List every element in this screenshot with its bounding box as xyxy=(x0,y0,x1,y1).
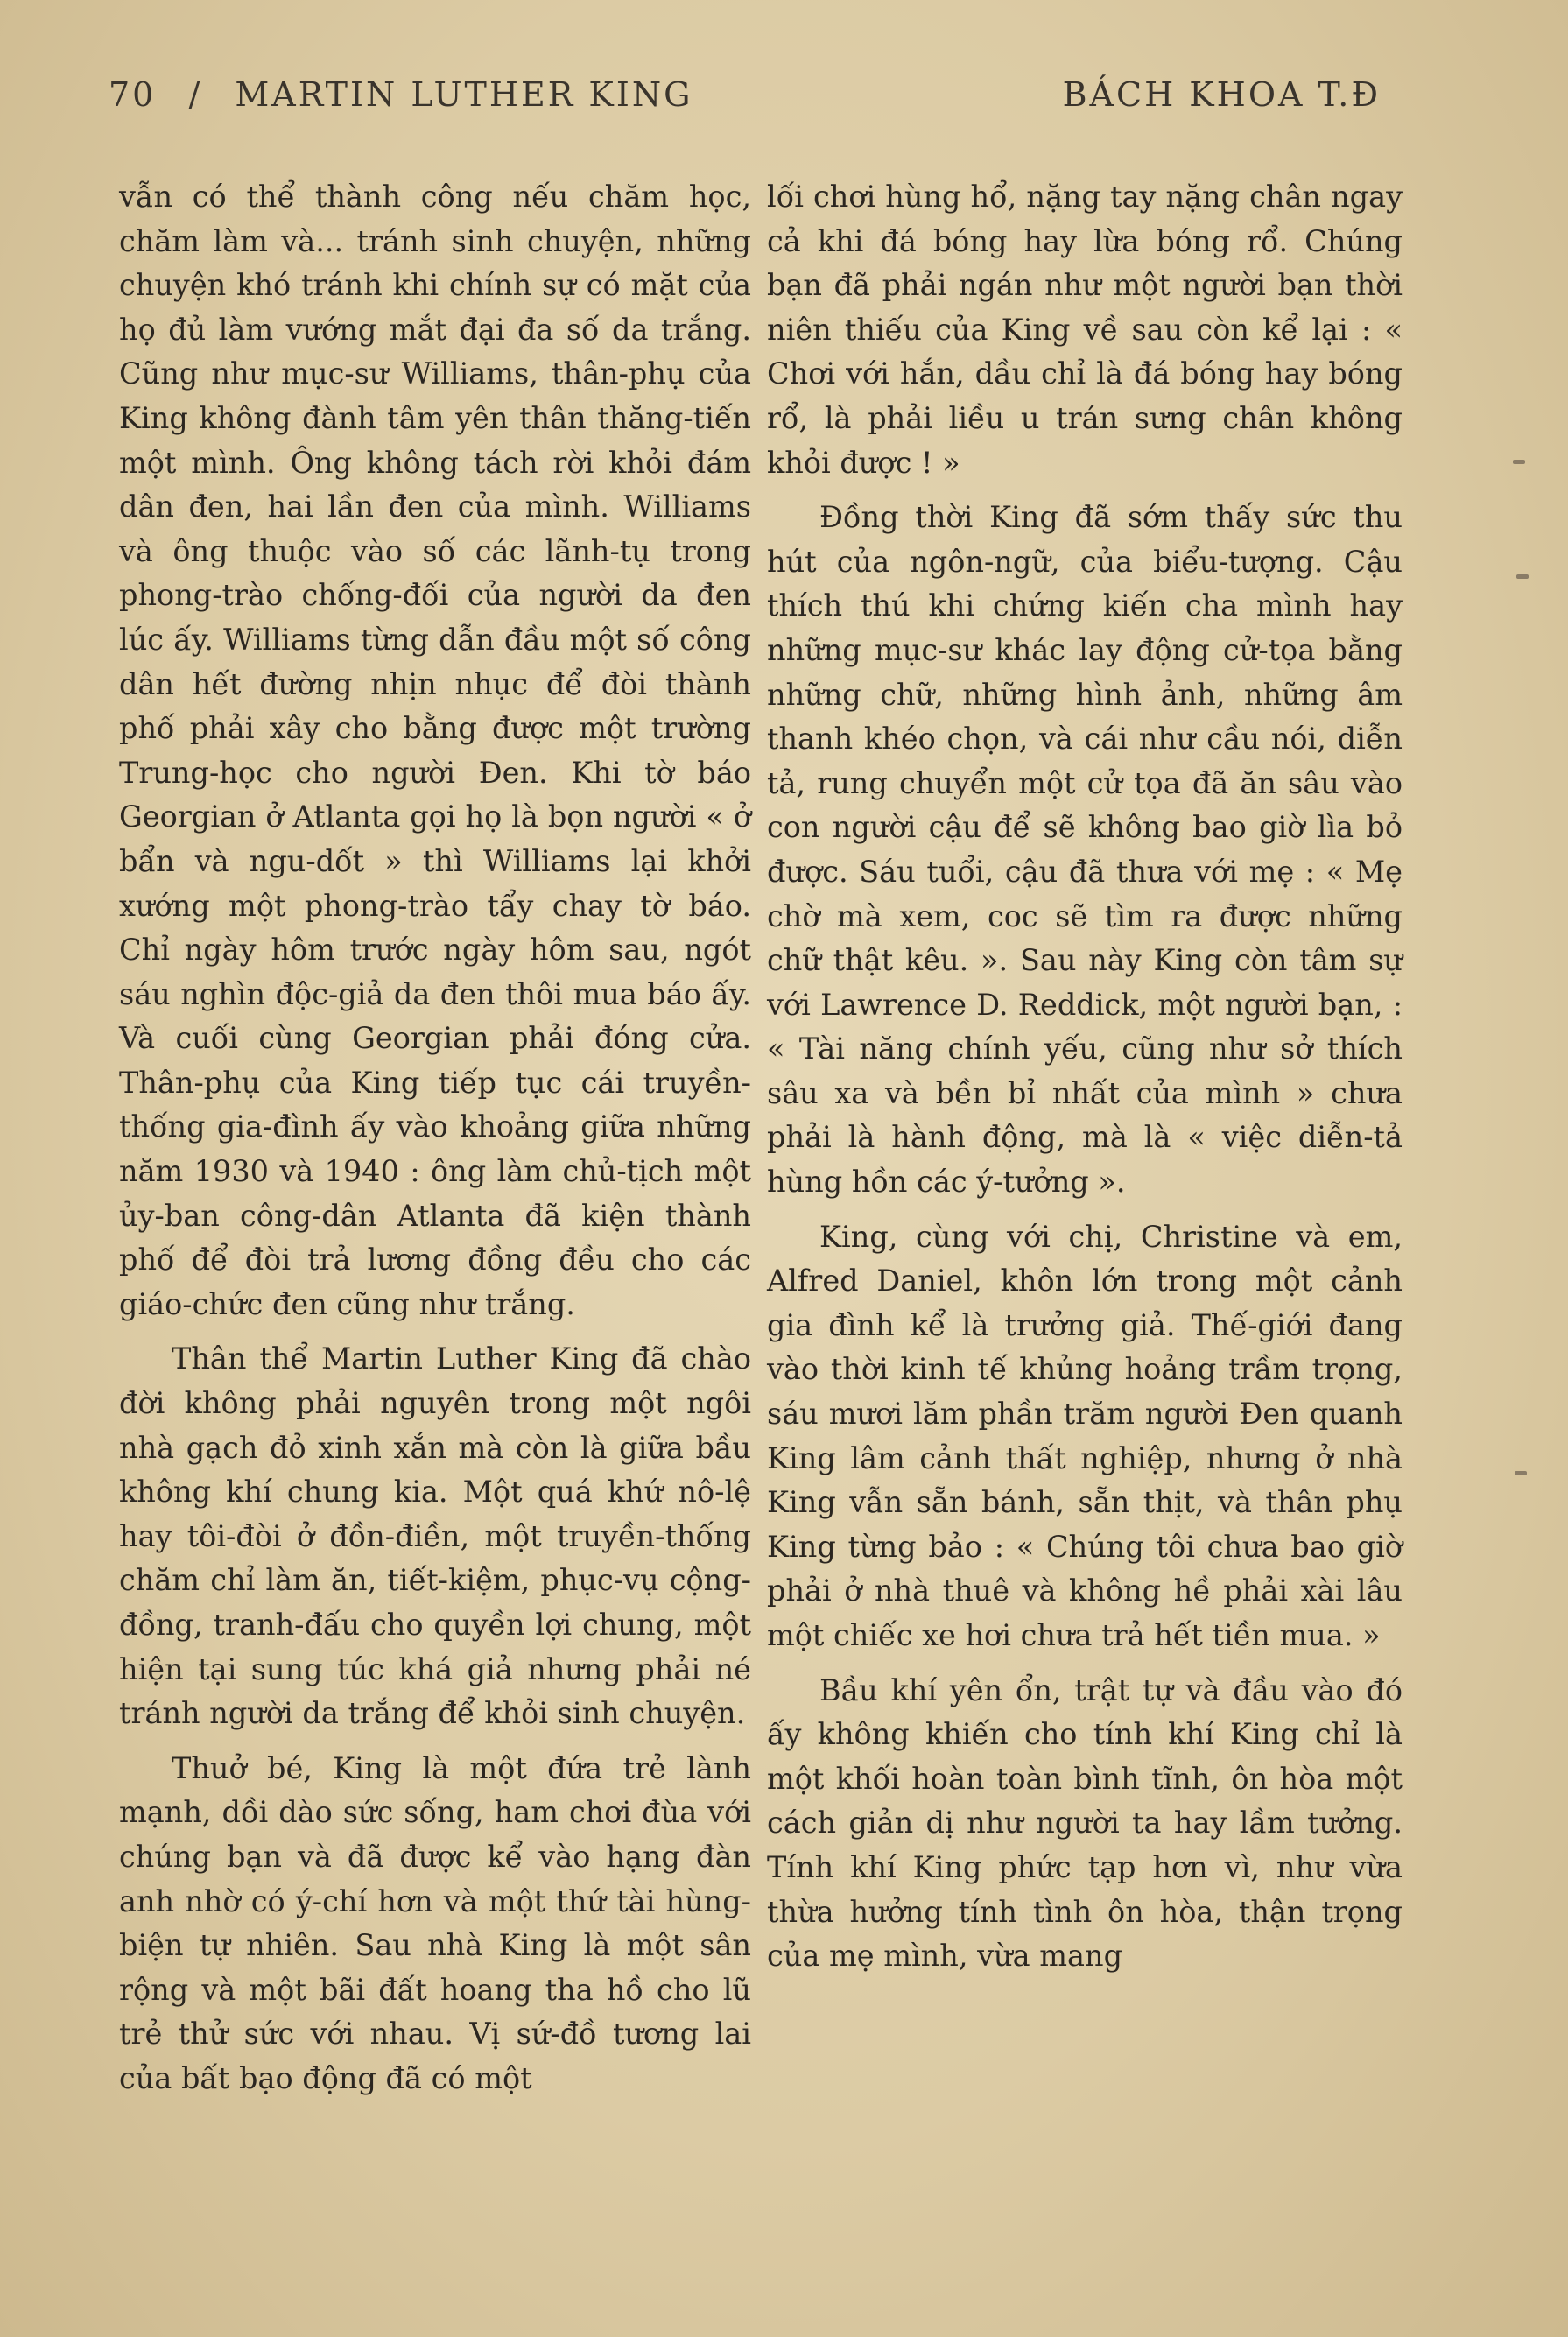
left-paragraph-2: Thân thể Martin Luther King đã chào đời không phải nguyên trong một ngôi nhà gạch đỏ xinh xắn mà còn là giữa bầu không khí chung kia. Một quá khứ nô-lệ hay tôi-đòi ở đồn-điền, một truyền-thống chăm chỉ làm ăn, tiết-kiệm, phục-vụ cộng-đồng, tranh-đấu cho quyền lợi chung, một hiện tại sung túc khá giả nhưng phải né tránh người da trắng để khỏi sinh chuyện. xyxy=(119,1341,751,1731)
right-paragraph-2: Đồng thời King đã sớm thấy sức thu hút của ngôn-ngữ, của biểu-tượng. Cậu thích thú khi chứng kiến cha mình hay những mục-sư khác lay động cử-tọa bằng những chữ, những hình ảnh, những âm thanh khéo chọn, và cái như cầu nói, diễn tả, rung chuyển một cử tọa đã ăn sâu vào con người cậu để sẽ không bao giờ lìa bỏ được. Sáu tuổi, cậu đã thưa với mẹ : « Mẹ chờ mà xem, coc sẽ tìm ra được những chữ thật kêu. ». Sau này King còn tâm sự với Lawrence D. Reddick, một người bạn, : « Tài năng chính yếu, cũng như sở thích sâu xa và bền bỉ nhất của mình » chưa phải là hành động, mà là « việc diễn-tả hùng hồn các ý-tưởng ». xyxy=(767,500,1403,1200)
running-title: MARTIN LUTHER KING xyxy=(235,75,693,114)
right-paragraph-3: King, cùng với chị, Christine và em, Alfred Daniel, khôn lớn trong một cảnh gia đình kể là trưởng giả. Thế-giới đang vào thời kinh tế khủng hoảng trầm trọng, sáu mươi lăm phần trăm người Đen quanh King lâm cảnh thất nghiệp, nhưng ở nhà King vẫn sẵn bánh, sẵn thịt, và thân phụ King từng bảo : « Chúng tôi chưa bao giờ phải ở nhà thuê và không hề phải xài lâu một chiếc xe hơi chưa trả hết tiền mua. » xyxy=(767,1219,1403,1652)
publisher-label: BÁCH KHOA T.Đ xyxy=(1062,75,1381,114)
header-left xyxy=(109,75,712,114)
left-paragraph-1: vẫn có thể thành công nếu chăm học, chăm làm và... tránh sinh chuyện, những chuyện khó tránh khi chính sự có mặt của họ đủ làm vướng mắt đại đa số da trắng. Cũng như mục-sư Williams, thân-phụ của King không đành tâm yên thân thăng-tiến một mình. Ông không tách rời khỏi đám dân đen, hai lần đen của mình. Williams và ông thuộc vào số các lãnh-tụ trong phong-trào chống-đối của người da đen lúc ấy. Williams từng dẫn đầu một số công dân hết đường nhịn nhục để đòi thành phố phải xây cho bằng được một trường Trung-học cho người Đen. Khi tờ báo Georgian ở Atlanta gọi họ là bọn người « ở bẩn và ngu-dốt » thì Williams lại khởi xướng một phong-trào tẩy chay tờ báo. Chỉ ngày hôm trước ngày hôm sau, ngót sáu nghìn độc-giả da đen thôi mua báo ấy. Và cuối cùng Georgian phải đóng cửa. Thân-phụ của King tiếp tục cái truyền-thống gia-đình ấy vào khoảng giữa những năm 1930 và 1940 : ông làm chủ-tịch một ủy-ban công-dân Atlanta đã kiện thành phố để đòi trả lương đồng đều cho các giáo-chức đen cũng như trắng. xyxy=(119,179,751,1321)
left-paragraph-3: Thuở bé, King là một đứa trẻ lành mạnh, dồi dào sức sống, ham chơi đùa với chúng bạn và đã được kể vào hạng đàn anh nhờ có ý-chí hơn và một thứ tài hùng-biện tự nhiên. Sau nhà King là một sân rộng và một bãi đất hoang tha hồ cho lũ trẻ thử sức với nhau. Vị sứ-đồ tương lai của bất bạo động đã có một xyxy=(119,1750,751,2095)
left-column xyxy=(119,175,751,2112)
margin-speck xyxy=(1516,574,1529,579)
margin-speck xyxy=(1513,460,1525,464)
margin-speck xyxy=(1515,1471,1527,1475)
page-number: 70 xyxy=(109,75,157,114)
right-paragraph-1: lối chơi hùng hổ, nặng tay nặng chân ngay cả khi đá bóng hay lừa bóng rổ. Chúng bạn đã phải ngán như một người bạn thời niên thiếu của King về sau còn kể lại : « Chơi với hắn, dầu chỉ là đá bóng hay bóng rổ, là phải liều u trán sưng chân không khỏi được ! » xyxy=(767,179,1403,480)
right-paragraph-4: Bầu khí yên ổn, trật tự và đầu vào đó ấy không khiến cho tính khí King chỉ là một khối hoàn toàn bình tĩnh, ôn hòa một cách giản dị như người ta hay lầm tưởng. Tính khí King phức tạp hơn vì, như vừa thừa hưởng tính tình ôn hòa, thận trọng của mẹ mình, vừa mang xyxy=(767,1672,1403,1974)
running-header xyxy=(109,75,1381,128)
right-column xyxy=(767,175,1403,1989)
header-separator: / xyxy=(188,75,203,114)
